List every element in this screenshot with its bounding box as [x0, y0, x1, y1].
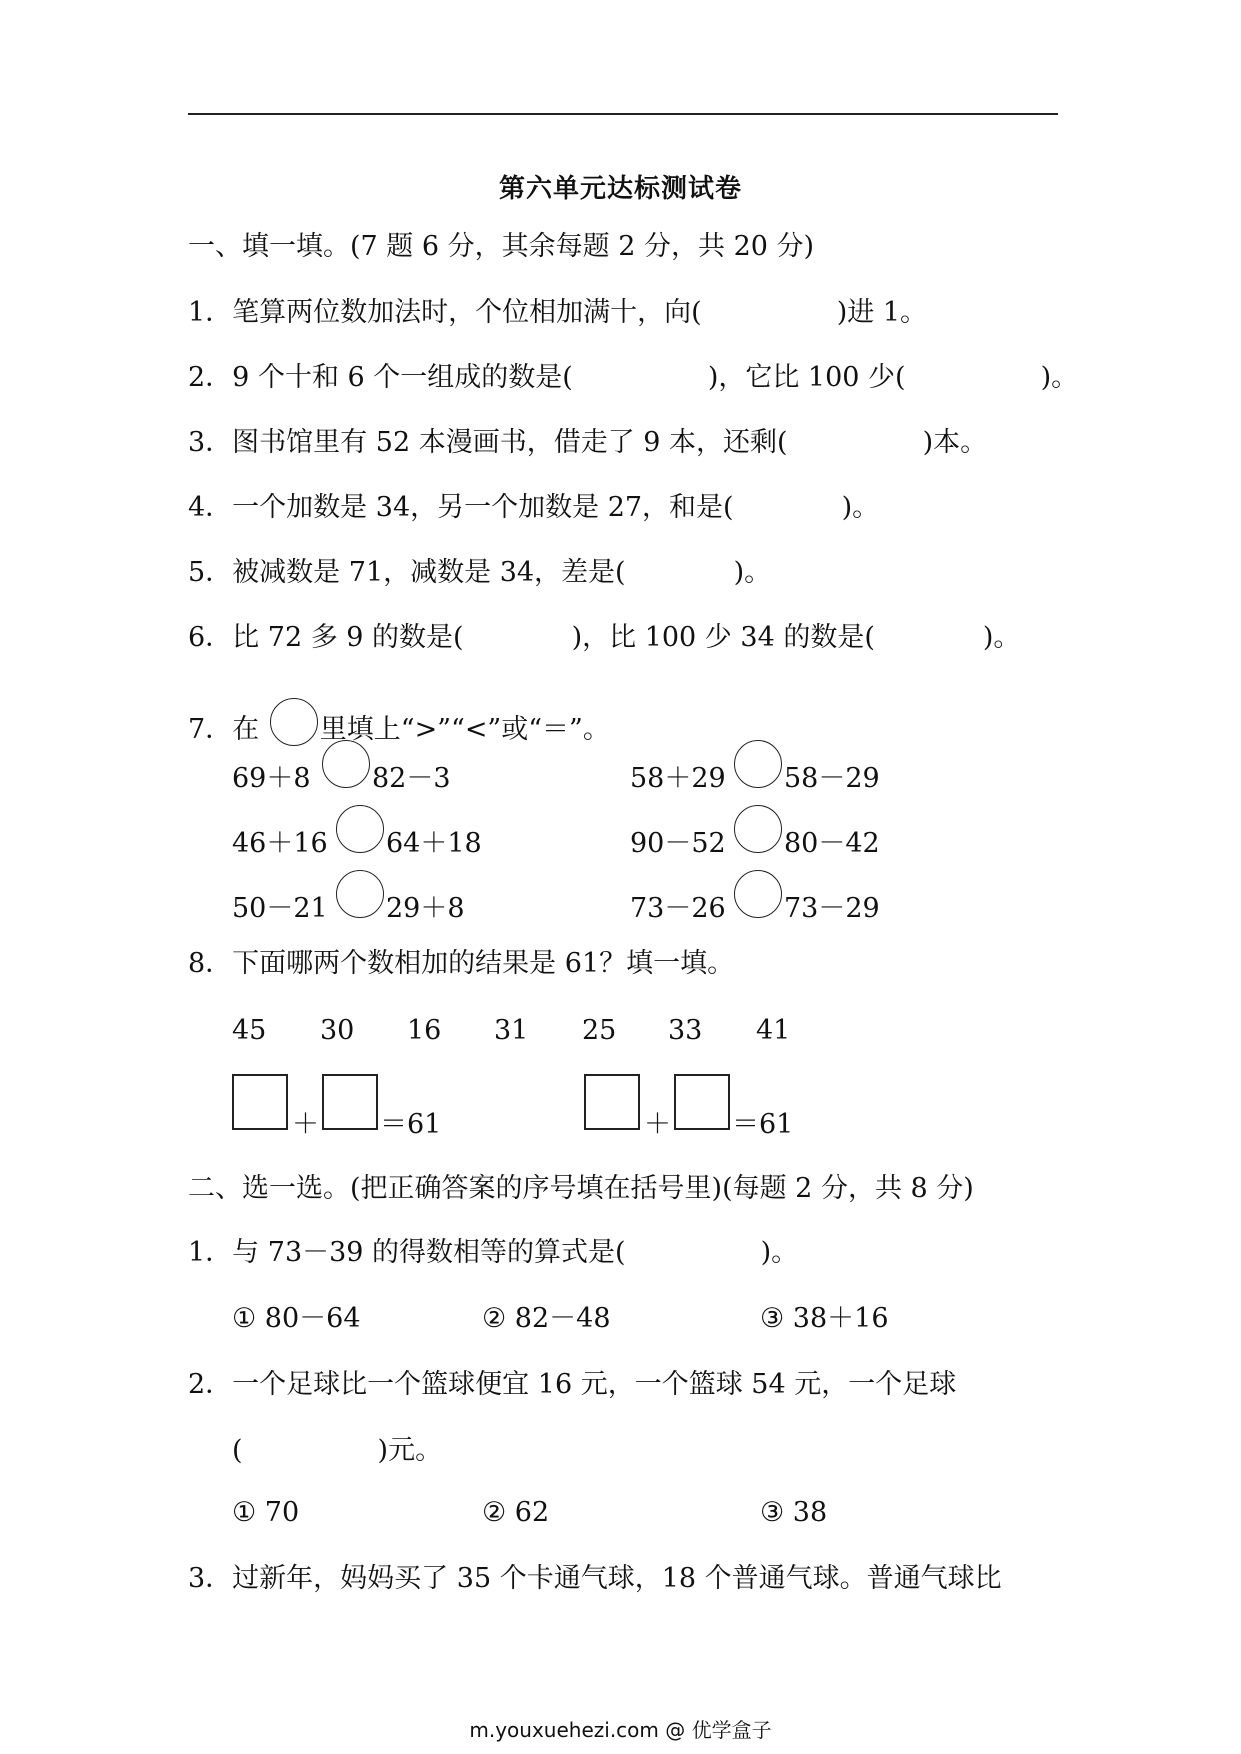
q8-number: 30 — [320, 1015, 355, 1046]
q2-1-option: ② 82－48 — [482, 1303, 611, 1334]
q8-answer-box[interactable] — [674, 1074, 730, 1130]
q2-2-option: ② 62 — [482, 1497, 550, 1528]
question-1-7 — [188, 698, 610, 747]
q7-row3-left-a: 50－21 — [232, 893, 328, 924]
q8-plus-sign: ＋ — [292, 1109, 319, 1140]
q8-answer-box[interactable] — [322, 1074, 378, 1130]
comparison-circle-icon — [270, 698, 318, 746]
q2-2-option: ① 70 — [232, 1497, 300, 1528]
q7-row1-left-a: 69＋8 — [232, 763, 311, 794]
section1-heading: 一、填一填。(7 题 6 分，其余每题 2 分，共 20 分) — [188, 231, 815, 262]
q8-plus-sign: ＋ — [644, 1109, 671, 1140]
question-1-1: 1．笔算两位数加法时，个位相加满十，向( )进 1。 — [188, 297, 928, 328]
q7-row2-right-a: 90－52 — [630, 828, 726, 859]
q8-number: 31 — [494, 1015, 529, 1046]
q7-row1-right-circle[interactable] — [734, 740, 782, 788]
q7-suffix: 里填上“>”“<”或“＝”。 — [319, 714, 610, 745]
q2-1-option: ① 80－64 — [232, 1303, 361, 1334]
q7-row3-left-b: 29＋8 — [386, 893, 465, 924]
header-rule — [188, 113, 1058, 115]
q7-row3-right-circle[interactable] — [734, 870, 782, 918]
question-2-2-continued: ( )元。 — [232, 1435, 443, 1466]
footer-watermark: m.youxuehezi.com @ 优学盒子 — [469, 1718, 772, 1742]
q8-number: 41 — [756, 1015, 791, 1046]
q2-2-option: ③ 38 — [760, 1497, 828, 1528]
question-1-5: 5．被减数是 71，减数是 34，差是( )。 — [188, 557, 772, 588]
q8-answer-box[interactable] — [584, 1074, 640, 1130]
q7-row1-right-b: 58－29 — [784, 763, 880, 794]
page-title: 第六单元达标测试卷 — [498, 174, 742, 204]
q7-row1-left-b: 82－3 — [372, 763, 451, 794]
q7-row3-right-a: 73－26 — [630, 893, 726, 924]
question-1-8: 8．下面哪两个数相加的结果是 61？填一填。 — [188, 948, 735, 979]
q7-row2-left-b: 64＋18 — [386, 828, 482, 859]
q7-row2-right-circle[interactable] — [734, 805, 782, 853]
q8-equals-result: ＝61 — [380, 1109, 442, 1140]
q7-row2-right-b: 80－42 — [784, 828, 880, 859]
question-2-3: 3．过新年，妈妈买了 35 个卡通气球，18 个普通气球。普通气球比 — [188, 1563, 1002, 1594]
q7-row3-right-b: 73－29 — [784, 893, 880, 924]
question-1-4: 4．一个加数是 34，另一个加数是 27，和是( )。 — [188, 492, 880, 523]
q7-row1-left-circle[interactable] — [322, 740, 370, 788]
q8-number: 16 — [407, 1015, 442, 1046]
q7-row2-left-circle[interactable] — [336, 805, 384, 853]
q8-answer-box[interactable] — [232, 1074, 288, 1130]
q7-row2-left-a: 46＋16 — [232, 828, 328, 859]
question-1-3: 3．图书馆里有 52 本漫画书，借走了 9 本，还剩( )本。 — [188, 427, 988, 458]
q8-equals-result: ＝61 — [732, 1109, 794, 1140]
question-2-2: 2．一个足球比一个篮球便宜 16 元，一个篮球 54 元，一个足球 — [188, 1369, 957, 1400]
q8-number: 45 — [232, 1015, 267, 1046]
section2-heading: 二、选一选。(把正确答案的序号填在括号里)(每题 2 分，共 8 分) — [188, 1173, 974, 1204]
question-2-1: 1．与 73－39 的得数相等的算式是( )。 — [188, 1237, 799, 1268]
question-1-2: 2．9 个十和 6 个一组成的数是( )，它比 100 少( )。 — [188, 362, 1079, 393]
question-1-6: 6．比 72 多 9 的数是( )，比 100 少 34 的数是( )。 — [188, 622, 1021, 653]
q8-number: 25 — [582, 1015, 617, 1046]
q7-row3-left-circle[interactable] — [336, 870, 384, 918]
q7-prefix: 7．在 — [188, 714, 260, 745]
q2-1-option: ③ 38＋16 — [760, 1303, 889, 1334]
q7-row1-right-a: 58＋29 — [630, 763, 726, 794]
q8-number: 33 — [668, 1015, 703, 1046]
